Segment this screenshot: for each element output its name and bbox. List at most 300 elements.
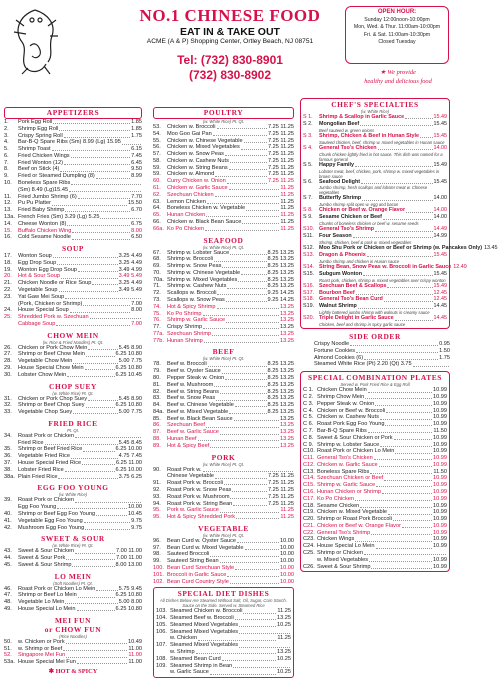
item-price: 10.99 xyxy=(433,563,447,570)
item-number: 64. xyxy=(153,205,161,212)
item-price: 3.75 6.25 xyxy=(118,473,142,480)
item-price: 13.25 xyxy=(280,303,294,310)
item-price: 11.25 xyxy=(280,205,294,212)
dot-leader xyxy=(64,160,130,165)
chef-item-row xyxy=(303,315,447,322)
menu-item-row xyxy=(4,307,142,314)
item-number: 59. xyxy=(153,171,161,178)
item-price: 10.25 xyxy=(277,621,291,628)
menu-item-row xyxy=(303,462,447,469)
dot-leader xyxy=(239,622,276,627)
dot-leader xyxy=(226,317,279,322)
menu-item-row xyxy=(4,228,142,235)
item-name: Steamed Chicken w. Broccoli xyxy=(170,608,243,615)
item-name: Mongolian Beef xyxy=(319,120,360,127)
item-price: 13.25 xyxy=(280,436,294,443)
dot-leader xyxy=(100,214,141,219)
dot-leader xyxy=(236,514,279,519)
section-note: (w. White Rice) Pt. Qt. xyxy=(202,244,245,250)
item-number: C10. xyxy=(303,448,315,455)
dot-leader xyxy=(376,543,432,548)
item-price: 10.99 xyxy=(433,475,447,482)
dot-leader xyxy=(216,395,266,400)
menu-item-row xyxy=(153,317,294,324)
item-name: Szechuan Chicken xyxy=(167,191,214,198)
dot-leader xyxy=(227,572,279,577)
menu-item-row xyxy=(303,496,447,503)
item-name: Pork w. Garlic Sauce xyxy=(167,507,219,514)
item-price: 5.75 9.45 xyxy=(118,585,142,592)
dot-leader xyxy=(371,530,432,535)
item-number xyxy=(300,361,314,368)
item-price: 7.00 11.00 xyxy=(115,548,142,555)
dot-leader xyxy=(356,290,433,295)
item-price: 10.99 xyxy=(433,556,447,563)
dot-leader xyxy=(57,260,117,265)
item-name: Seafood Delight xyxy=(319,178,361,185)
item-name: Sesame Chicken or Beef xyxy=(319,214,382,221)
item-price: 7.25 11.25 xyxy=(267,171,294,178)
item-price: 8.00 xyxy=(131,307,142,314)
menu-item-row xyxy=(4,314,142,321)
dot-leader xyxy=(237,538,279,543)
item-price: 13.25 xyxy=(277,615,291,622)
item-number: C 5. xyxy=(303,414,314,421)
item-price: 13.25 xyxy=(280,317,294,324)
dot-leader xyxy=(375,226,432,231)
item-price: 3.25 4.49 xyxy=(118,259,142,266)
dot-leader xyxy=(233,501,267,506)
dot-leader xyxy=(245,545,280,550)
item-name: Roast Pork w. Snow Peas xyxy=(167,486,232,493)
item-name: Beef w. Chinese Vegetable xyxy=(167,402,234,409)
phone-2[interactable]: (732) 830-8902 xyxy=(188,68,272,82)
chop-suey-list xyxy=(4,396,142,416)
item-name: General Tso's Bean Curd xyxy=(319,296,383,303)
menu-item-row xyxy=(4,358,142,365)
item-price: 10.99 xyxy=(433,400,447,407)
item-number: C 3. xyxy=(303,400,314,407)
item-price: 6.50 xyxy=(131,234,142,241)
item-name: Sweet & Sour Shrimp xyxy=(317,563,371,570)
item-number: S12. xyxy=(303,244,315,251)
item-description: Jumbo shrimp and chicken in Hunan sauce xyxy=(319,258,400,264)
item-name: Roast Pork or Chicken xyxy=(18,432,74,439)
item-number: 26. xyxy=(4,344,12,351)
item-number: S15. xyxy=(303,270,315,277)
item-description: Sauteed chicken, beef, shrimp w. mixed vegetables in Hunan sauce xyxy=(319,139,445,145)
dot-leader xyxy=(222,263,266,268)
dot-leader xyxy=(239,642,290,647)
item-name: Cabbage Soup xyxy=(18,320,56,327)
item-name: Shrimp Egg Roll xyxy=(18,125,59,132)
item-price: 10.99 xyxy=(433,407,447,414)
dot-leader xyxy=(388,509,432,514)
item-number: 24. xyxy=(4,307,12,314)
item-number: 66a. xyxy=(153,225,164,232)
menu-item-row xyxy=(4,396,142,403)
item-name: Shrimp & Scallop in Garlic Sauce xyxy=(319,114,405,120)
item-price: 13.25 xyxy=(280,422,294,429)
item-price: 9.75 xyxy=(131,517,142,524)
hours-line: Fri. & Sat. 11:00am-10:30pm xyxy=(363,31,431,38)
item-number: 46. xyxy=(4,585,12,592)
item-price: 11.25 xyxy=(280,218,294,225)
item-name: Pepper Steak w. Onion xyxy=(317,400,375,407)
item-name: Vegetable Fried Rice xyxy=(18,453,70,460)
dot-leader xyxy=(222,656,276,661)
item-name: w. Chicken xyxy=(170,635,198,642)
menu-item-row xyxy=(4,273,142,280)
item-number: 95. xyxy=(153,507,161,514)
item-price: 10.99 xyxy=(433,448,447,455)
menu-item-row xyxy=(153,283,294,290)
item-name: Shrimp or Chicken xyxy=(317,550,364,556)
dot-leader xyxy=(52,200,127,205)
item-name: Fried Baby Shrimp xyxy=(18,207,65,214)
item-name: Chicken w. Broccoli xyxy=(167,124,216,130)
menu-item-row xyxy=(4,267,142,274)
menu-item-row xyxy=(153,212,294,219)
item-number: 16. xyxy=(4,234,12,241)
item-number: 106. xyxy=(156,628,167,635)
item-number: S 3. xyxy=(303,132,313,139)
item-number: C26. xyxy=(303,563,315,570)
menu-item-row xyxy=(303,564,447,571)
dot-leader xyxy=(235,402,267,407)
dot-leader xyxy=(60,166,130,171)
dot-leader xyxy=(86,351,115,356)
item-price: 7.25 11.25 xyxy=(267,144,294,151)
section-title-egg-foo-young: EGG FOO YOUNG xyxy=(37,483,109,493)
menu-item-row xyxy=(4,345,142,352)
item-number: 30. xyxy=(4,371,12,378)
item-number: 70a. xyxy=(153,276,164,283)
item-number: 29. xyxy=(4,365,12,371)
item-price: 10.99 xyxy=(433,461,447,468)
dot-leader xyxy=(405,114,432,119)
menu-item-row xyxy=(156,669,291,676)
dot-leader xyxy=(71,180,141,185)
menu-item-row xyxy=(153,263,294,270)
menu-item-row xyxy=(153,436,294,443)
dot-leader xyxy=(67,221,130,226)
item-price: 10.99 xyxy=(433,414,447,421)
section-title-chow-fun: or CHOW FUN xyxy=(44,624,102,634)
dot-leader xyxy=(361,179,432,184)
item-price: 14.99 xyxy=(433,233,447,240)
item-number: 100. xyxy=(153,564,164,571)
section-title-poultry: POULTRY xyxy=(153,107,294,119)
item-price: 8.25 13.25 xyxy=(267,368,294,375)
item-price: 11.00 xyxy=(128,645,142,652)
menu-item-row xyxy=(153,558,294,565)
item-name: Pepper Steak w. Onion xyxy=(167,375,225,381)
dot-leader xyxy=(233,663,290,668)
combo-box xyxy=(300,371,450,572)
menu-item-row xyxy=(4,453,142,460)
item-number: 7. xyxy=(4,159,9,166)
dot-leader xyxy=(206,422,279,427)
item-name: Plain Fried Rice xyxy=(18,473,58,480)
item-number xyxy=(4,187,18,194)
item-number: C15. xyxy=(303,482,315,489)
item-price: 7.25 11.25 xyxy=(267,137,294,144)
item-price: 11.25 xyxy=(280,212,294,219)
item-number: 14. xyxy=(4,220,12,227)
menu-item-row xyxy=(4,474,142,481)
item-name: Szechuan Beef & Scallops xyxy=(319,282,387,289)
item-number xyxy=(156,635,170,642)
item-price: 6.25 10.80 xyxy=(115,365,142,371)
item-price: 10.00 xyxy=(280,578,294,585)
chef-item-row xyxy=(303,114,447,121)
item-number: 65. xyxy=(153,212,161,219)
item-number: 109. xyxy=(156,662,167,669)
item-number: 39. xyxy=(4,497,12,504)
dot-leader xyxy=(369,557,432,562)
menu-item-row xyxy=(153,165,294,172)
item-number: S 4. xyxy=(303,144,313,151)
item-price: 7.00 xyxy=(131,300,142,307)
item-number: C18. xyxy=(303,502,315,509)
item-number: C 2. xyxy=(303,394,314,401)
item-name: Fried Rice xyxy=(18,439,44,446)
dot-leader xyxy=(355,496,432,501)
item-price: 12.49 xyxy=(453,263,467,270)
dot-leader xyxy=(229,165,267,170)
item-price: 15.49 xyxy=(433,114,447,120)
menu-item-row xyxy=(303,414,447,421)
dot-leader xyxy=(225,375,266,380)
item-number: 57. xyxy=(153,151,161,158)
item-name: General Tso's Shrimp xyxy=(317,529,371,536)
item-price: 11.25 xyxy=(280,185,294,192)
item-price: 11.25 xyxy=(280,225,294,232)
item-price: 8.25 13.25 xyxy=(267,249,294,256)
item-number: 66. xyxy=(153,218,161,225)
item-number: 86. xyxy=(153,422,161,429)
dot-leader xyxy=(365,394,432,399)
dot-leader xyxy=(395,448,432,453)
item-price: 11.25 xyxy=(280,198,294,205)
item-name: Chicken Noodle or Rice Soup xyxy=(18,280,92,287)
mei-fun-list xyxy=(4,639,142,666)
dot-leader xyxy=(220,389,267,394)
chef-item-row xyxy=(303,290,447,297)
item-number: S13. xyxy=(303,251,315,258)
section-title-beef: BEEF xyxy=(212,347,235,357)
item-price: 8.25 13.25 xyxy=(267,381,294,388)
item-name: Crispy Shrimp xyxy=(167,324,203,331)
item-description: Shrimp, chicken, beef & pork w. mixed vegetables xyxy=(319,239,412,245)
item-name: Fried Chicken Wings xyxy=(18,152,70,159)
dot-leader xyxy=(227,283,266,288)
dot-leader xyxy=(122,139,141,144)
menu-item-row xyxy=(303,482,447,489)
chili-pepper-icon: ✱ xyxy=(48,667,56,675)
dot-leader xyxy=(217,124,267,129)
item-name: Vegetable Soup xyxy=(18,286,58,293)
item-number xyxy=(156,649,170,656)
item-price: 7.25 11.25 xyxy=(267,500,294,507)
dot-leader xyxy=(413,361,449,366)
item-price: 13.25 xyxy=(280,429,294,436)
item-price: 13.25 xyxy=(280,415,294,422)
item-price: 3.49 5.49 xyxy=(118,286,142,293)
item-price: 13.25 xyxy=(280,330,294,337)
dot-leader xyxy=(77,659,128,664)
item-price: 3.49 4.99 xyxy=(118,266,142,273)
dot-leader xyxy=(376,482,432,487)
item-name: (Sm) 8.49 (Lg)15.45 xyxy=(18,186,69,193)
item-name: Chicken w. String Beans xyxy=(167,164,228,171)
item-price: 10.25 xyxy=(277,655,291,662)
dot-leader xyxy=(57,504,127,509)
item-number: 78. xyxy=(153,361,161,368)
item-number: S 9. xyxy=(303,214,313,221)
item-name: Chicken or Pork Chop Suey xyxy=(18,395,88,402)
item-price: 9.75 xyxy=(131,524,142,531)
item-name: Hot & Sour Soup xyxy=(18,273,60,280)
item-name: Chicken or Pork Chow Mein xyxy=(18,344,88,351)
item-number: 63. xyxy=(153,198,161,205)
menu-item-row xyxy=(303,489,447,496)
item-number: 108. xyxy=(156,655,167,662)
dot-leader xyxy=(235,565,279,570)
item-name: Beef on Stick (4) xyxy=(18,166,60,173)
hot-spicy-legend: ✱ HOT & SPICY xyxy=(48,667,98,675)
section-title-side-order: SIDE ORDER xyxy=(349,332,401,342)
item-price: 14.00 xyxy=(433,214,447,221)
dot-leader xyxy=(383,214,433,219)
menu-item-row xyxy=(156,622,291,629)
section-title-mei-fun: MEI FUN xyxy=(54,615,92,625)
menu-item-row xyxy=(4,562,142,569)
menu-item-row xyxy=(153,171,294,178)
menu-item-row xyxy=(153,416,294,423)
dot-leader xyxy=(196,649,276,654)
dot-leader xyxy=(78,592,115,597)
chef-item-row xyxy=(303,214,447,221)
menu-item-row xyxy=(153,205,294,212)
chef-item-row xyxy=(303,271,447,278)
menu-item-row xyxy=(4,652,142,659)
dot-leader xyxy=(45,440,118,445)
chef-item-row xyxy=(303,121,447,128)
item-name: Roast Pork w. xyxy=(167,466,202,473)
dot-leader xyxy=(360,121,432,126)
menu-item-row xyxy=(4,409,142,416)
dot-leader xyxy=(72,562,114,567)
menu-item-row xyxy=(4,287,142,294)
dot-leader xyxy=(84,518,130,523)
section-title-special-diet: SPECIAL DIET DISHES xyxy=(177,589,270,599)
item-price: 5.00 7.75 xyxy=(118,358,142,365)
item-price: 8.25 13.25 xyxy=(267,375,294,381)
item-name: Chicken or Beef w. Orange Flavor xyxy=(319,207,406,214)
item-number: S20. xyxy=(303,315,315,322)
menu-item-row xyxy=(4,586,142,593)
item-number: 12. xyxy=(4,200,12,207)
menu-item-row xyxy=(153,395,294,402)
dot-leader xyxy=(368,428,433,433)
item-number: S18. xyxy=(303,296,315,303)
item-price: 10.99 xyxy=(433,482,447,489)
item-number: 37. xyxy=(4,460,12,467)
item-name: Chicken w. Garlic Sauce xyxy=(167,185,228,192)
phone-1[interactable]: Tel: (732) 830-8901 xyxy=(177,53,283,67)
item-name: Hunan Shrimp xyxy=(167,337,203,344)
menu-item-row xyxy=(300,348,450,355)
dot-leader xyxy=(238,277,266,282)
menu-item-row xyxy=(303,536,447,543)
item-name: House Special Soup xyxy=(18,307,69,314)
item-price: 5.45 8.90 xyxy=(118,344,142,351)
menu-item-row xyxy=(4,440,142,447)
menu-item-row xyxy=(153,361,294,368)
menu-item-row xyxy=(153,138,294,145)
menu-item-row xyxy=(4,639,142,646)
item-name: w. Garlic Sauce xyxy=(170,669,209,676)
menu-item-row xyxy=(303,530,447,537)
menu-item-row xyxy=(156,656,291,663)
section-title-sweet-sour: SWEET & SOUR xyxy=(41,534,105,544)
item-price: 7.45 xyxy=(131,152,142,159)
item-price: 14.00 xyxy=(433,195,447,202)
item-price: 8.25 13.25 xyxy=(267,388,294,395)
dot-leader xyxy=(239,629,290,634)
menu-item-row xyxy=(4,280,142,287)
item-price: 15.45 xyxy=(433,251,447,258)
item-number: 35. xyxy=(4,446,12,453)
item-name: Beef w. Oyster Sauce xyxy=(167,368,221,375)
dot-leader xyxy=(77,606,115,611)
item-number: 11. xyxy=(4,193,12,200)
item-number: S 1. xyxy=(303,114,313,120)
item-name: Fried Jumbo Shrimp (6) xyxy=(18,193,77,200)
item-number: 77a. xyxy=(153,330,164,337)
item-name: Ko Po Shrimp xyxy=(167,310,202,317)
dot-leader xyxy=(75,433,141,438)
menu-item-row xyxy=(4,126,142,133)
item-price: 10.99 xyxy=(433,522,447,529)
item-name: Four Season xyxy=(319,233,352,240)
item-price: 14.00 xyxy=(433,207,447,214)
item-price: 1.85 xyxy=(131,125,142,132)
item-number: 17. xyxy=(4,253,12,260)
item-price: 0.95 xyxy=(439,341,450,348)
item-price: 1.50 xyxy=(439,347,450,354)
item-number: 61. xyxy=(153,185,161,192)
side-order-list xyxy=(300,341,450,368)
item-number: C23. xyxy=(303,536,315,543)
dot-leader xyxy=(244,138,267,143)
section-title-seafood: SEAFOOD xyxy=(203,235,244,245)
dot-leader xyxy=(96,586,117,591)
menu-item-row xyxy=(153,375,294,382)
section-title-vegetable: VEGETABLE xyxy=(198,523,249,533)
item-number: 83. xyxy=(153,395,161,402)
item-name: (Pork, Chicken or Shrimp) xyxy=(18,300,83,307)
menu-item-row xyxy=(303,550,447,557)
menu-item-row xyxy=(4,119,142,126)
item-name: Chicken or Beef w. Orange Flavor xyxy=(317,522,401,529)
item-name: Beef w. Black Bean Sauce xyxy=(167,415,233,422)
dot-leader xyxy=(380,442,432,447)
item-price: 15.50 xyxy=(128,200,142,207)
item-price: 8.25 13.25 xyxy=(267,263,294,270)
